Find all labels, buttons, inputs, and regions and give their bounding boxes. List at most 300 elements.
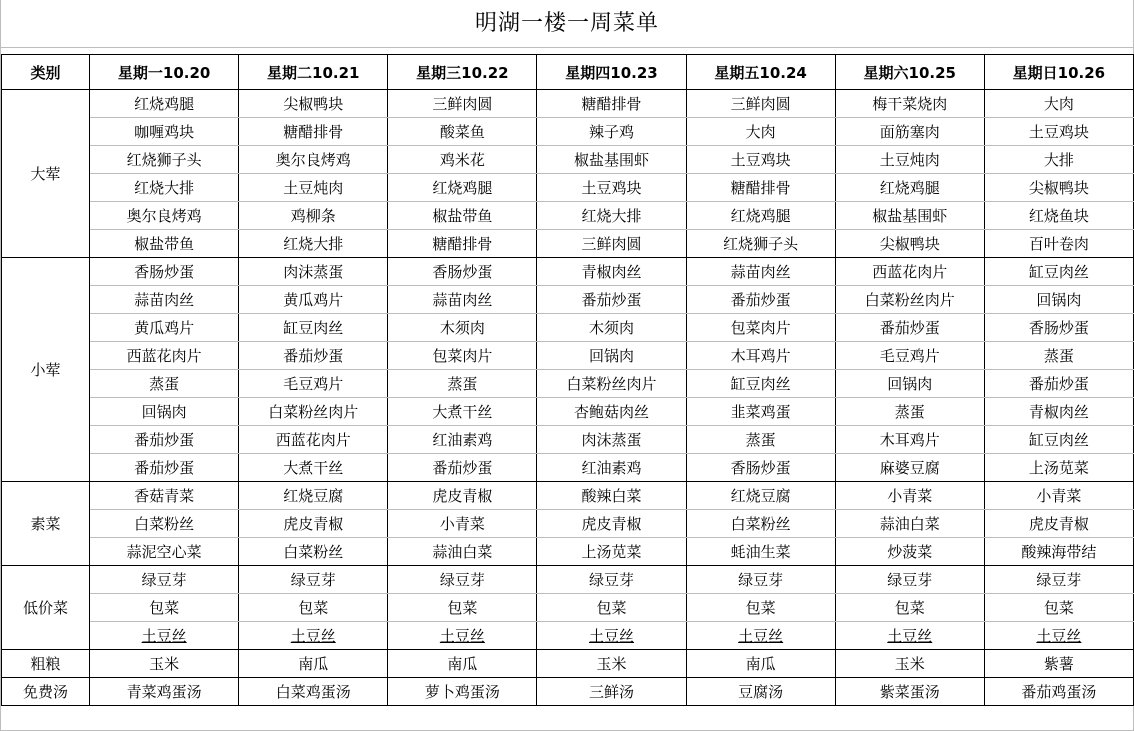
dish-cell[interactable] bbox=[835, 174, 984, 202]
dish-cell[interactable] bbox=[388, 90, 537, 118]
dish-name: 绿豆芽 bbox=[887, 571, 933, 589]
dish-cell[interactable] bbox=[90, 510, 239, 538]
dish-cell[interactable] bbox=[239, 454, 388, 482]
dish-name: 番茄炒蛋 bbox=[581, 291, 642, 309]
dish-cell[interactable] bbox=[835, 650, 984, 678]
dish-name: 鸡柳条 bbox=[290, 207, 336, 225]
menu-row bbox=[2, 230, 1134, 258]
dish-name: 炒菠菜 bbox=[887, 543, 933, 561]
dish-cell[interactable] bbox=[686, 286, 835, 314]
dish-cell[interactable] bbox=[686, 398, 835, 426]
dish-cell[interactable] bbox=[537, 678, 686, 706]
dish-name: 上汤苋菜 bbox=[581, 543, 642, 561]
menu-row bbox=[2, 566, 1134, 594]
menu-row bbox=[2, 510, 1134, 538]
dish-name: 番茄鸡蛋汤 bbox=[1021, 683, 1097, 701]
dish-name: 番茄炒蛋 bbox=[134, 459, 195, 477]
dish-cell[interactable] bbox=[984, 678, 1133, 706]
dish-name: 香肠炒蛋 bbox=[134, 263, 195, 281]
dish-cell[interactable] bbox=[537, 146, 686, 174]
dish-cell[interactable] bbox=[90, 174, 239, 202]
dish-cell[interactable] bbox=[984, 118, 1133, 146]
dish-cell[interactable] bbox=[388, 566, 537, 594]
dish-name: 绿豆芽 bbox=[738, 571, 784, 589]
day-header[interactable]: 星期三10.22 bbox=[388, 55, 537, 90]
dish-name: 包菜 bbox=[745, 599, 776, 617]
dish-name: 红烧狮子头 bbox=[126, 151, 202, 169]
dish-name: 红烧大排 bbox=[134, 179, 195, 197]
dish-name: 虎皮青椒 bbox=[1028, 515, 1089, 533]
dish-cell[interactable] bbox=[537, 594, 686, 622]
dish-cell[interactable] bbox=[984, 650, 1133, 678]
dish-cell[interactable] bbox=[90, 230, 239, 258]
dish-name: 南瓜 bbox=[298, 655, 329, 673]
dish-cell[interactable] bbox=[835, 594, 984, 622]
dish-cell[interactable] bbox=[239, 538, 388, 566]
category-cell[interactable]: 大荤 bbox=[2, 90, 90, 258]
dish-name: 蒸蛋 bbox=[149, 375, 180, 393]
dish-name: 蒜苗肉丝 bbox=[134, 291, 195, 309]
dish-name: 木耳鸡片 bbox=[730, 347, 791, 365]
menu-row bbox=[2, 454, 1134, 482]
menu-row bbox=[2, 426, 1134, 454]
dish-cell[interactable] bbox=[984, 258, 1133, 286]
dish-name: 白菜粉丝肉片 bbox=[566, 375, 657, 393]
dish-name: 番茄炒蛋 bbox=[879, 319, 940, 337]
dish-name: 西蓝花肉片 bbox=[872, 263, 948, 281]
dish-cell[interactable] bbox=[984, 174, 1133, 202]
dish-name: 绿豆芽 bbox=[141, 571, 187, 589]
dish-cell[interactable] bbox=[686, 174, 835, 202]
dish-name: 包菜肉片 bbox=[432, 347, 493, 365]
dish-cell[interactable] bbox=[686, 370, 835, 398]
dish-name: 香肠炒蛋 bbox=[1028, 319, 1089, 337]
dish-cell[interactable] bbox=[239, 510, 388, 538]
dish-cell[interactable] bbox=[984, 146, 1133, 174]
menu-row bbox=[2, 650, 1134, 678]
dish-cell[interactable] bbox=[537, 426, 686, 454]
dish-name: 青椒肉丝 bbox=[581, 263, 642, 281]
dish-name: 三鲜肉圆 bbox=[581, 235, 642, 253]
dish-cell[interactable] bbox=[984, 426, 1133, 454]
dish-name: 红烧鱼块 bbox=[1028, 207, 1089, 225]
dish-cell[interactable] bbox=[984, 398, 1133, 426]
dish-name: 木须肉 bbox=[588, 319, 634, 337]
dish-name: 包菜 bbox=[447, 599, 478, 617]
dish-name: 西蓝花肉片 bbox=[126, 347, 202, 365]
dish-name: 小青菜 bbox=[887, 487, 933, 505]
dish-name: 红烧狮子头 bbox=[723, 235, 799, 253]
dish-cell[interactable] bbox=[686, 510, 835, 538]
dish-cell[interactable] bbox=[686, 454, 835, 482]
day-header[interactable]: 星期六10.25 bbox=[835, 55, 984, 90]
dish-cell[interactable] bbox=[686, 342, 835, 370]
dish-cell[interactable] bbox=[239, 286, 388, 314]
dish-cell[interactable] bbox=[90, 566, 239, 594]
dish-cell[interactable] bbox=[984, 90, 1133, 118]
dish-name: 蒜泥空心菜 bbox=[126, 543, 202, 561]
dish-name: 糖醋排骨 bbox=[730, 179, 791, 197]
dish-name: 奥尔良烤鸡 bbox=[275, 151, 351, 169]
dish-cell[interactable] bbox=[537, 398, 686, 426]
dish-cell[interactable] bbox=[90, 538, 239, 566]
dish-cell[interactable] bbox=[686, 146, 835, 174]
dish-name: 小青菜 bbox=[1036, 487, 1082, 505]
dish-cell[interactable] bbox=[537, 342, 686, 370]
dish-name: 土豆鸡块 bbox=[581, 179, 642, 197]
dish-cell[interactable] bbox=[239, 650, 388, 678]
dish-name: 奥尔良烤鸡 bbox=[126, 207, 202, 225]
dish-cell[interactable] bbox=[90, 146, 239, 174]
dish-cell[interactable] bbox=[239, 678, 388, 706]
dish-name: 百叶卷肉 bbox=[1028, 235, 1089, 253]
dish-name: 绿豆芽 bbox=[439, 571, 485, 589]
dish-cell[interactable] bbox=[90, 118, 239, 146]
dish-cell[interactable] bbox=[239, 622, 388, 650]
dish-name: 紫菜蛋汤 bbox=[879, 683, 940, 701]
dish-cell[interactable] bbox=[537, 90, 686, 118]
dish-name: 土豆丝 bbox=[588, 627, 634, 645]
dish-name: 红烧豆腐 bbox=[283, 487, 344, 505]
dish-name: 三鲜肉圆 bbox=[730, 95, 791, 113]
dish-cell[interactable] bbox=[835, 510, 984, 538]
dish-cell[interactable] bbox=[90, 650, 239, 678]
dish-cell[interactable] bbox=[984, 482, 1133, 510]
dish-cell[interactable] bbox=[686, 622, 835, 650]
dish-cell[interactable] bbox=[984, 314, 1133, 342]
dish-cell[interactable] bbox=[90, 286, 239, 314]
dish-cell[interactable] bbox=[388, 622, 537, 650]
dish-cell[interactable] bbox=[835, 230, 984, 258]
dish-cell[interactable] bbox=[90, 678, 239, 706]
dish-cell[interactable] bbox=[686, 482, 835, 510]
dish-cell[interactable] bbox=[537, 482, 686, 510]
dish-cell[interactable] bbox=[537, 510, 686, 538]
dish-name: 黄瓜鸡片 bbox=[134, 319, 195, 337]
dish-cell[interactable] bbox=[388, 398, 537, 426]
dish-cell[interactable] bbox=[239, 314, 388, 342]
dish-name: 绿豆芽 bbox=[1036, 571, 1082, 589]
dish-cell[interactable] bbox=[239, 230, 388, 258]
dish-cell[interactable] bbox=[90, 594, 239, 622]
dish-cell[interactable] bbox=[835, 118, 984, 146]
dish-name: 红油素鸡 bbox=[432, 431, 493, 449]
dish-cell[interactable] bbox=[537, 370, 686, 398]
dish-name: 糖醋排骨 bbox=[283, 123, 344, 141]
dish-cell[interactable] bbox=[239, 594, 388, 622]
category-cell[interactable]: 素菜 bbox=[2, 482, 90, 566]
dish-name: 椒盐基围虾 bbox=[573, 151, 649, 169]
dish-cell[interactable] bbox=[90, 370, 239, 398]
dish-cell[interactable] bbox=[388, 314, 537, 342]
day-header[interactable]: 星期五10.24 bbox=[686, 55, 835, 90]
dish-cell[interactable] bbox=[984, 286, 1133, 314]
dish-cell[interactable] bbox=[388, 230, 537, 258]
dish-cell[interactable] bbox=[537, 286, 686, 314]
dish-cell[interactable] bbox=[835, 90, 984, 118]
dish-cell[interactable] bbox=[90, 314, 239, 342]
day-header[interactable]: 星期二10.21 bbox=[239, 55, 388, 90]
dish-name: 包菜肉片 bbox=[730, 319, 791, 337]
dish-name: 虎皮青椒 bbox=[432, 487, 493, 505]
dish-cell[interactable] bbox=[90, 202, 239, 230]
dish-name: 玉米 bbox=[596, 655, 627, 673]
dish-name: 土豆丝 bbox=[439, 627, 485, 645]
dish-cell[interactable] bbox=[686, 678, 835, 706]
dish-name: 萝卜鸡蛋汤 bbox=[424, 683, 500, 701]
dish-cell[interactable] bbox=[388, 594, 537, 622]
dish-cell[interactable] bbox=[239, 174, 388, 202]
dish-name: 绿豆芽 bbox=[290, 571, 336, 589]
dish-cell[interactable] bbox=[388, 258, 537, 286]
dish-name: 肉沫蒸蛋 bbox=[283, 263, 344, 281]
dish-name: 红烧豆腐 bbox=[730, 487, 791, 505]
dish-name: 毛豆鸡片 bbox=[879, 347, 940, 365]
menu-row bbox=[2, 146, 1134, 174]
dish-cell[interactable] bbox=[239, 342, 388, 370]
dish-name: 回锅肉 bbox=[588, 347, 634, 365]
dish-name: 白菜粉丝 bbox=[730, 515, 791, 533]
dish-name: 大煮干丝 bbox=[432, 403, 493, 421]
dish-name: 包菜 bbox=[298, 599, 329, 617]
dish-name: 土豆丝 bbox=[738, 627, 784, 645]
dish-cell[interactable] bbox=[686, 90, 835, 118]
page-title: 明湖一楼一周菜单 bbox=[1, 0, 1133, 48]
dish-name: 辣子鸡 bbox=[588, 123, 634, 141]
dish-cell[interactable] bbox=[90, 258, 239, 286]
dish-cell[interactable] bbox=[984, 202, 1133, 230]
dish-name: 椒盐带鱼 bbox=[432, 207, 493, 225]
category-header[interactable]: 类别 bbox=[2, 55, 90, 90]
dish-cell[interactable] bbox=[239, 146, 388, 174]
dish-cell[interactable] bbox=[835, 426, 984, 454]
menu-row bbox=[2, 174, 1134, 202]
dish-name: 糖醋排骨 bbox=[581, 95, 642, 113]
dish-name: 大煮干丝 bbox=[283, 459, 344, 477]
dish-cell[interactable] bbox=[537, 622, 686, 650]
dish-cell[interactable] bbox=[388, 202, 537, 230]
menu-row bbox=[2, 678, 1134, 706]
category-cell[interactable]: 粗粮 bbox=[2, 650, 90, 678]
dish-name: 紫薯 bbox=[1043, 655, 1074, 673]
dish-name: 酸辣白菜 bbox=[581, 487, 642, 505]
dish-cell[interactable] bbox=[537, 454, 686, 482]
dish-cell[interactable] bbox=[686, 258, 835, 286]
dish-name: 红烧鸡腿 bbox=[134, 95, 195, 113]
dish-name: 缸豆肉丝 bbox=[1028, 263, 1089, 281]
menu-row bbox=[2, 538, 1134, 566]
dish-name: 大肉 bbox=[1043, 95, 1074, 113]
dish-cell[interactable] bbox=[239, 426, 388, 454]
menu-row bbox=[2, 482, 1134, 510]
dish-name: 香肠炒蛋 bbox=[730, 459, 791, 477]
dish-cell[interactable] bbox=[686, 202, 835, 230]
dish-cell[interactable] bbox=[686, 426, 835, 454]
dish-name: 土豆丝 bbox=[141, 627, 187, 645]
dish-cell[interactable] bbox=[686, 566, 835, 594]
dish-cell[interactable] bbox=[835, 622, 984, 650]
dish-name: 尖椒鸭块 bbox=[879, 235, 940, 253]
dish-cell[interactable] bbox=[388, 482, 537, 510]
category-cell[interactable]: 小荤 bbox=[2, 258, 90, 482]
dish-name: 蒸蛋 bbox=[447, 375, 478, 393]
dish-name: 红烧鸡腿 bbox=[730, 207, 791, 225]
dish-name: 番茄炒蛋 bbox=[432, 459, 493, 477]
dish-cell[interactable] bbox=[537, 650, 686, 678]
dish-name: 香菇青菜 bbox=[134, 487, 195, 505]
dish-cell[interactable] bbox=[388, 146, 537, 174]
dish-cell[interactable] bbox=[984, 454, 1133, 482]
dish-cell[interactable] bbox=[984, 594, 1133, 622]
dish-cell[interactable] bbox=[239, 482, 388, 510]
menu-row bbox=[2, 286, 1134, 314]
dish-name: 回锅肉 bbox=[887, 375, 933, 393]
dish-name: 尖椒鸭块 bbox=[1028, 179, 1089, 197]
dish-name: 梅干菜烧肉 bbox=[872, 95, 948, 113]
dish-cell[interactable] bbox=[388, 650, 537, 678]
dish-name: 番茄炒蛋 bbox=[730, 291, 791, 309]
dish-cell[interactable] bbox=[388, 678, 537, 706]
dish-cell[interactable] bbox=[835, 286, 984, 314]
dish-cell[interactable] bbox=[686, 650, 835, 678]
dish-cell[interactable] bbox=[835, 398, 984, 426]
dish-name: 三鲜肉圆 bbox=[432, 95, 493, 113]
dish-cell[interactable] bbox=[239, 90, 388, 118]
dish-name: 白菜粉丝肉片 bbox=[268, 403, 359, 421]
menu-row bbox=[2, 342, 1134, 370]
dish-cell[interactable] bbox=[537, 538, 686, 566]
dish-cell[interactable] bbox=[388, 370, 537, 398]
dish-name: 回锅肉 bbox=[141, 403, 187, 421]
dish-cell[interactable] bbox=[388, 454, 537, 482]
dish-name: 小青菜 bbox=[439, 515, 485, 533]
dish-cell[interactable] bbox=[239, 258, 388, 286]
dish-name: 番茄炒蛋 bbox=[283, 347, 344, 365]
dish-name: 白菜鸡蛋汤 bbox=[275, 683, 351, 701]
menu-row bbox=[2, 258, 1134, 286]
dish-name: 虎皮青椒 bbox=[581, 515, 642, 533]
dish-name: 蒜油白菜 bbox=[432, 543, 493, 561]
dish-cell[interactable] bbox=[835, 538, 984, 566]
dish-name: 面筋塞肉 bbox=[879, 123, 940, 141]
dish-cell[interactable] bbox=[835, 314, 984, 342]
dish-cell[interactable] bbox=[90, 426, 239, 454]
dish-cell[interactable] bbox=[686, 314, 835, 342]
dish-cell[interactable] bbox=[239, 566, 388, 594]
dish-cell[interactable] bbox=[984, 566, 1133, 594]
dish-cell[interactable] bbox=[686, 538, 835, 566]
dish-cell[interactable] bbox=[239, 398, 388, 426]
dish-cell[interactable] bbox=[90, 342, 239, 370]
dish-cell[interactable] bbox=[984, 342, 1133, 370]
dish-cell[interactable] bbox=[835, 146, 984, 174]
dish-cell[interactable] bbox=[835, 566, 984, 594]
dish-cell[interactable] bbox=[835, 370, 984, 398]
dish-cell[interactable] bbox=[388, 342, 537, 370]
dish-name: 木耳鸡片 bbox=[879, 431, 940, 449]
dish-cell[interactable] bbox=[537, 202, 686, 230]
dish-name: 韭菜鸡蛋 bbox=[730, 403, 791, 421]
dish-cell[interactable] bbox=[835, 202, 984, 230]
day-header[interactable]: 星期四10.23 bbox=[537, 55, 686, 90]
dish-cell[interactable] bbox=[388, 118, 537, 146]
dish-name: 蒜苗肉丝 bbox=[730, 263, 791, 281]
dish-name: 蒸蛋 bbox=[1043, 347, 1074, 365]
dish-name: 蒸蛋 bbox=[745, 431, 776, 449]
dish-cell[interactable] bbox=[388, 426, 537, 454]
dish-name: 椒盐基围虾 bbox=[872, 207, 948, 225]
day-header[interactable]: 星期一10.20 bbox=[90, 55, 239, 90]
dish-cell[interactable] bbox=[388, 174, 537, 202]
category-cell[interactable]: 免费汤 bbox=[2, 678, 90, 706]
dish-name: 包菜 bbox=[894, 599, 925, 617]
dish-cell[interactable] bbox=[984, 230, 1133, 258]
dish-cell[interactable] bbox=[239, 202, 388, 230]
header-row bbox=[2, 55, 1134, 90]
dish-name: 白菜粉丝 bbox=[134, 515, 195, 533]
dish-name: 玉米 bbox=[149, 655, 180, 673]
dish-cell[interactable] bbox=[984, 622, 1133, 650]
dish-cell[interactable] bbox=[686, 230, 835, 258]
category-cell[interactable]: 低价菜 bbox=[2, 566, 90, 650]
dish-cell[interactable] bbox=[90, 482, 239, 510]
dish-cell[interactable] bbox=[537, 174, 686, 202]
dish-cell[interactable] bbox=[835, 678, 984, 706]
dish-cell[interactable] bbox=[537, 566, 686, 594]
dish-cell[interactable] bbox=[239, 370, 388, 398]
day-header[interactable]: 星期日10.26 bbox=[984, 55, 1133, 90]
dish-cell[interactable] bbox=[686, 118, 835, 146]
dish-name: 豆腐汤 bbox=[738, 683, 784, 701]
dish-name: 椒盐带鱼 bbox=[134, 235, 195, 253]
dish-name: 大肉 bbox=[745, 123, 776, 141]
dish-name: 土豆鸡块 bbox=[730, 151, 791, 169]
dish-cell[interactable] bbox=[537, 118, 686, 146]
dish-name: 土豆鸡块 bbox=[1028, 123, 1089, 141]
dish-name: 包菜 bbox=[149, 599, 180, 617]
menu-row bbox=[2, 314, 1134, 342]
dish-name: 土豆炖肉 bbox=[283, 179, 344, 197]
dish-cell[interactable] bbox=[90, 398, 239, 426]
dish-name: 土豆丝 bbox=[1036, 627, 1082, 645]
dish-name: 毛豆鸡片 bbox=[283, 375, 344, 393]
dish-cell[interactable] bbox=[239, 118, 388, 146]
dish-cell[interactable] bbox=[835, 482, 984, 510]
dish-cell[interactable] bbox=[686, 594, 835, 622]
dish-cell[interactable] bbox=[90, 90, 239, 118]
dish-cell[interactable] bbox=[388, 286, 537, 314]
dish-name: 杏鲍菇肉丝 bbox=[573, 403, 649, 421]
dish-cell[interactable] bbox=[835, 258, 984, 286]
dish-name: 红烧鸡腿 bbox=[879, 179, 940, 197]
dish-name: 蚝油生菜 bbox=[730, 543, 791, 561]
dish-name: 缸豆肉丝 bbox=[283, 319, 344, 337]
dish-cell[interactable] bbox=[835, 342, 984, 370]
dish-cell[interactable] bbox=[537, 230, 686, 258]
dish-cell[interactable] bbox=[984, 370, 1133, 398]
dish-name: 木须肉 bbox=[439, 319, 485, 337]
dish-cell[interactable] bbox=[984, 538, 1133, 566]
dish-name: 糖醋排骨 bbox=[432, 235, 493, 253]
dish-cell[interactable] bbox=[537, 258, 686, 286]
dish-cell[interactable] bbox=[835, 454, 984, 482]
dish-cell[interactable] bbox=[90, 454, 239, 482]
dish-cell[interactable] bbox=[90, 622, 239, 650]
dish-cell[interactable] bbox=[984, 510, 1133, 538]
dish-cell[interactable] bbox=[388, 538, 537, 566]
dish-cell[interactable] bbox=[388, 510, 537, 538]
dish-cell[interactable] bbox=[537, 314, 686, 342]
